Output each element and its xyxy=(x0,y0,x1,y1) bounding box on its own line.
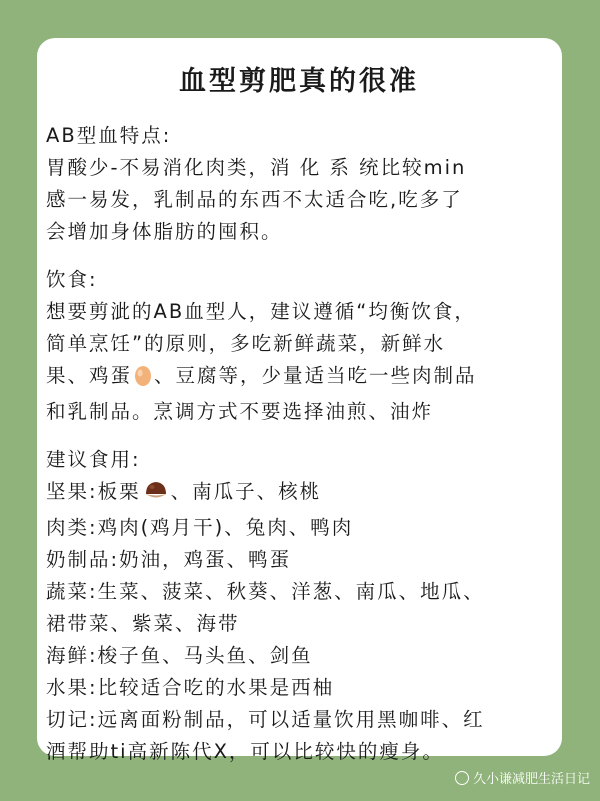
text-line: 水果:比较适合吃的水果是西柚 xyxy=(46,676,335,699)
watermark-icon xyxy=(455,771,469,785)
text-line xyxy=(46,360,552,396)
text-line xyxy=(46,476,552,512)
text-line: 裙带菜、紫菜、海带 xyxy=(46,612,240,635)
section-heading: 建议食用: xyxy=(46,448,141,471)
egg-icon xyxy=(134,364,152,396)
text-line: 肉类:鸡肉(鸡月干)、兔肉、鸭肉 xyxy=(46,516,354,539)
watermark xyxy=(455,768,590,787)
text-fragment: 、豆腐等，少量适当吃一些肉制品 xyxy=(154,364,477,387)
section-heading: AB型血特点: xyxy=(46,124,172,147)
content-card xyxy=(37,38,562,763)
text-fragment: 、南瓜子、核桃 xyxy=(170,480,322,503)
text-line: 想要剪泚的AB血型人，建议遵循“均衡饮食， xyxy=(46,300,476,323)
chestnut-icon xyxy=(143,480,169,512)
section-diet xyxy=(46,264,552,428)
text-fragment: 坚果:板栗 xyxy=(46,480,141,503)
text-line: 和乳制品。烹调方式不要选择油煎、油炸 xyxy=(46,400,434,423)
text-line: 简单烹饪”的原则，多吃新鲜蔬菜，新鲜水 xyxy=(46,332,446,355)
text-line: 胃酸少-不易消化肉类，消 化 系 统比较min xyxy=(46,156,467,179)
section-traits xyxy=(46,120,552,248)
page-title: 血型剪肥真的很准 xyxy=(179,66,419,97)
text-line: 会增加身体脂肪的囤积。 xyxy=(46,220,283,243)
text-line: 奶制品:奶油，鸡蛋、鸭蛋 xyxy=(46,548,292,571)
text-line: 切记:远离面粉制品，可以适量饮用黑咖啡、红 xyxy=(46,708,485,731)
text-line: 感一易发，乳制品的东西不太适合吃,吃多了 xyxy=(46,188,463,211)
section-heading: 饮食: xyxy=(46,268,98,291)
section-recommended xyxy=(46,444,552,768)
watermark-text: 久小谦减肥生活日记 xyxy=(472,772,590,787)
text-line: 蔬菜:生菜、菠菜、秋葵、洋葱、南瓜、地瓜、 xyxy=(46,580,485,603)
text-line: 酒帮助ti高新陈代X，可以比较快的瘦身。 xyxy=(46,740,444,763)
text-fragment: 果、鸡蛋 xyxy=(46,364,133,387)
text-line: 海鲜:梭子鱼、马头鱼、剑鱼 xyxy=(46,644,313,667)
